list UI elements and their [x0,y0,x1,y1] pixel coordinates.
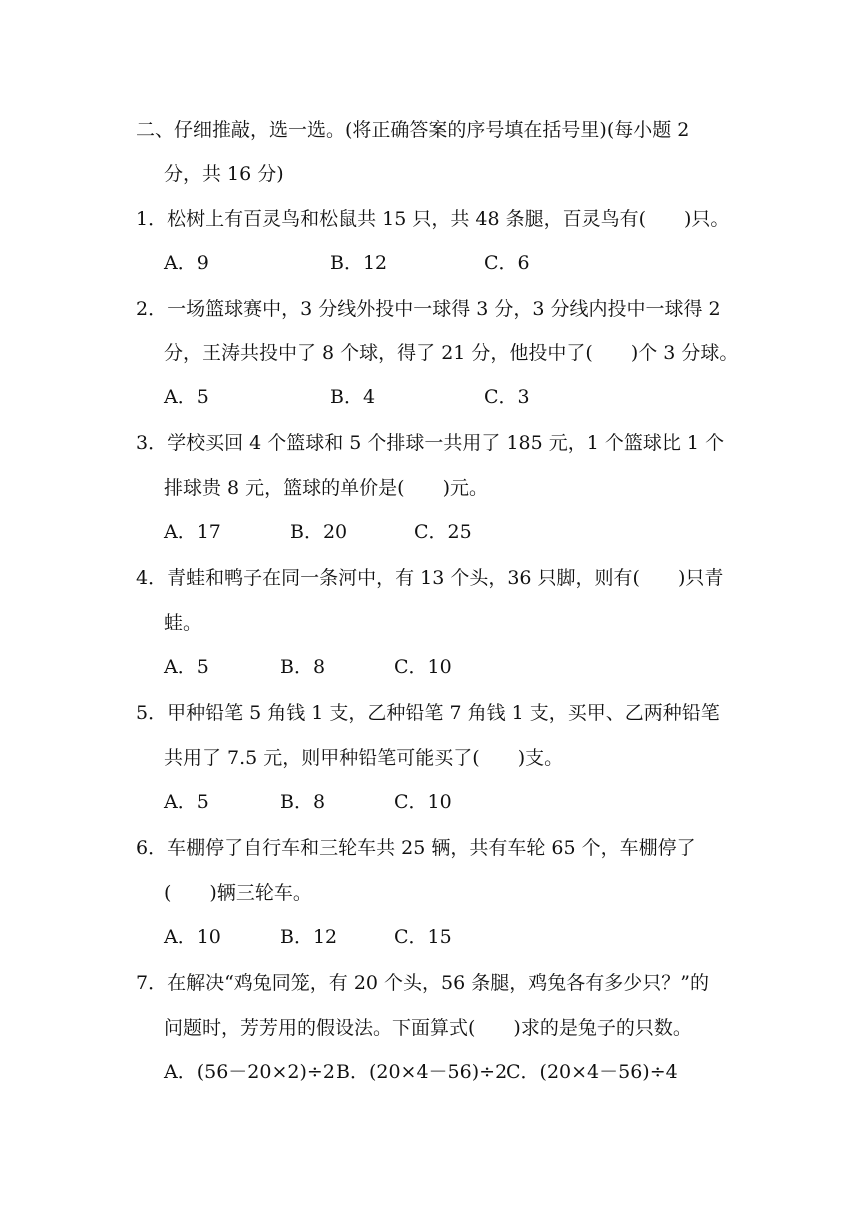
question-4-option-b[interactable]: B．8 [280,656,326,678]
question-5-line-1: 5．甲种铅笔 5 角钱 1 支，乙种铅笔 7 角钱 1 支，买甲、乙两种铅笔 [136,702,720,724]
question-1-line-1: 1．松树上有百灵鸟和松鼠共 15 只，共 48 条腿，百灵鸟有( )只。 [136,208,730,230]
question-3-line-2: 排球贵 8 元，篮球的单价是( )元。 [164,477,488,499]
question-3-option-a[interactable]: A．17 [164,521,221,543]
question-1-option-b[interactable]: B．12 [330,252,388,274]
question-5-option-c[interactable]: C．10 [394,791,452,813]
section-heading-line-1: 二、仔细推敲，选一选。(将正确答案的序号填在括号里)(每小题 2 [136,119,690,141]
question-5-option-a[interactable]: A．5 [164,791,209,813]
question-1-option-a[interactable]: A．9 [164,252,209,274]
question-4-option-a[interactable]: A．5 [164,656,209,678]
question-3-line-1: 3．学校买回 4 个篮球和 5 个排球一共用了 185 元，1 个篮球比 1 个 [136,432,725,454]
question-3-option-c[interactable]: C．25 [414,521,472,543]
question-7-option-b[interactable]: B．(20×4－56)÷2 [336,1061,508,1083]
question-7-option-a[interactable]: A．(56－20×2)÷2 [164,1061,335,1083]
question-2-option-c[interactable]: C．3 [484,386,530,408]
question-7-line-1: 7．在解决“鸡兔同笼，有 20 个头，56 条腿，鸡兔各有多少只？”的 [136,972,709,994]
section-heading-line-2: 分，共 16 分) [164,163,284,185]
question-2-line-2: 分，王涛共投中了 8 个球，得了 21 分，他投中了( )个 3 分球。 [164,342,739,364]
question-1-option-c[interactable]: C．6 [484,252,530,274]
question-4-line-1: 4．青蛙和鸭子在同一条河中，有 13 个头，36 只脚，则有( )只青 [136,567,724,589]
question-4-option-c[interactable]: C．10 [394,656,452,678]
question-5-option-b[interactable]: B．8 [280,791,326,813]
question-6-line-2: ( )辆三轮车。 [164,882,312,904]
question-6-option-b[interactable]: B．12 [280,926,338,948]
question-2-line-1: 2．一场篮球赛中，3 分线外投中一球得 3 分，3 分线内投中一球得 2 [136,298,721,320]
question-6-line-1: 6．车棚停了自行车和三轮车共 25 辆，共有车轮 65 个，车棚停了 [136,837,696,859]
question-2-option-b[interactable]: B．4 [330,386,376,408]
question-3-option-b[interactable]: B．20 [290,521,348,543]
question-5-line-2: 共用了 7.5 元，则甲种铅笔可能买了( )支。 [164,747,564,769]
question-2-option-a[interactable]: A．5 [164,386,209,408]
question-6-option-c[interactable]: C．15 [394,926,452,948]
question-7-option-c[interactable]: C．(20×4－56)÷4 [506,1061,678,1083]
question-4-line-2: 蛙。 [164,612,203,634]
question-6-option-a[interactable]: A．10 [164,926,221,948]
question-7-line-2: 问题时，芳芳用的假设法。下面算式( )求的是兔子的只数。 [164,1017,692,1039]
